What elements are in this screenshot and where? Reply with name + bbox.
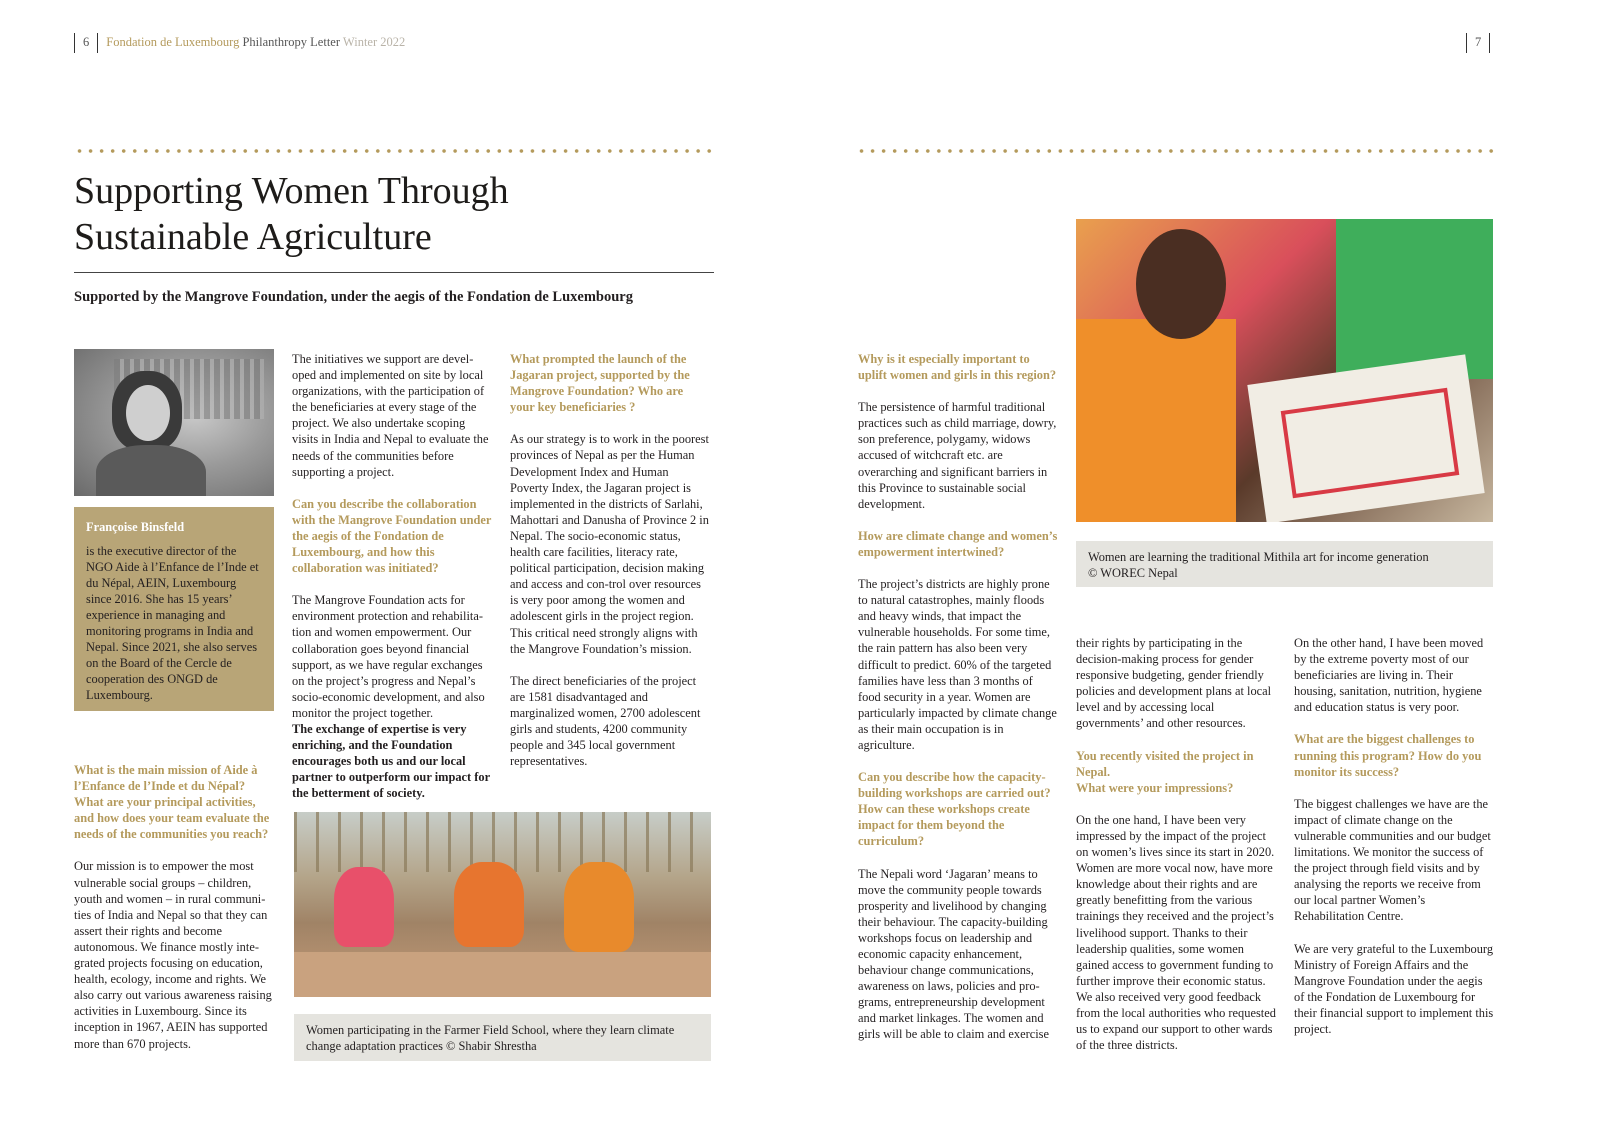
question-visit-line-2: What were your impressions? <box>1076 780 1234 795</box>
header-org: Fondation de Luxembourg <box>106 34 240 49</box>
paragraph-initiatives: The initiatives we support are devel-oped and implemented on site by local organizations, with the participation of the beneficiaries at every stage of the project. We also undertake scoping visits in India and Nepal to evaluate the needs of the communities before supporting a project. <box>292 352 489 479</box>
paragraph-rights: their rights by participating in the decision-making process for gender responsive budgeting, gender friendly policies and development plans at local level and by accessing local governments’ and other resources. <box>1076 636 1272 731</box>
woman-head-shape <box>1136 229 1226 339</box>
face-shape <box>126 385 170 441</box>
art-photo-caption <box>1076 541 1493 587</box>
column-2 <box>292 351 492 817</box>
paragraph-jagaran-word: The Nepali word ‘Jagaran’ means to move the community people towards prosperity and livelihood by changing their behaviour. The capacity-building workshops focus on leadership and economic capacity enhancement, behaviour change communications, awareness on laws, policies and pro-grams, entrepreneurship development and market linkages. The women and girls will be able to claim and exercise <box>858 866 1049 1042</box>
farm-photo <box>294 812 711 997</box>
column-4 <box>858 351 1058 1059</box>
question-uplift: Why is it especially important to uplift women and girls in this region? <box>858 352 1057 383</box>
title-rule <box>74 272 714 273</box>
question-climate: How are climate change and women’s empowerment intertwined? <box>858 528 1058 559</box>
paragraph-catastrophes: The project’s districts are highly prone to natural catastrophes, mainly floods and heavy winds, that impact the vulnerable households. For some time, the rain pattern has also been very difficult to predict. 60% of the targeted families have less than 3 months of food security in a year. Women are particularly impacted by climate change as their main occupation is in agriculture. <box>858 577 1057 752</box>
question-visit-line-1: You recently visited the project in Nepal. <box>1076 748 1254 779</box>
woman-orange-shape <box>1076 319 1236 522</box>
shoulders-shape <box>96 445 206 496</box>
column-5 <box>1076 635 1276 1069</box>
art-photo <box>1076 219 1493 522</box>
paragraph-beneficiaries: The direct beneficiaries of the project are 1581 disadvantaged and marginalized women, 2700 adolescent girls and students, 4200 community people and 345 local government representatives. <box>510 673 701 769</box>
dotted-rule-right <box>856 148 1496 154</box>
header-divider <box>97 33 98 53</box>
column-6 <box>1294 635 1494 1053</box>
header-divider <box>74 33 75 53</box>
paragraph-gratitude: We are very grateful to the Luxembourg Ministry of Foreign Affairs and the Mangrove Foundation under the aegis of the Fondation de Luxembourg for their financial support to implement this project. <box>1294 941 1494 1036</box>
column-3 <box>510 351 710 785</box>
woman-green-shape <box>1336 219 1493 379</box>
question-challenges: What are the biggest challenges to running this program? How do you monitor its success? <box>1294 732 1482 779</box>
header-divider <box>1466 33 1467 53</box>
paragraph-mangrove: The Mangrove Foundation acts for environment protection and rehabilita-tion and women empowerment. Our collaboration goes beyond financial support, as we have regular exchanges on the project’s progress and Nepal’s socio-economic development, and also monitor the project together. <box>292 593 485 720</box>
art-caption-line-1: Women are learning the traditional Mithila art for income generation <box>1088 550 1429 564</box>
paragraph-impressions: On the one hand, I have been very impressed by the impact of the project on women’s lives since its start in 2020. Women are more vocal now, have more knowledge about their rights and are greatly benefitting from the various trainings they received and the project’s livelihood support. Thanks to their leadership qualities, some women gained access to government funding to further improve their economic status. We also received very good feedback from the local authorities who requested us to expand our support to other wards of the three districts. <box>1076 812 1276 1053</box>
paragraph-traditions: The persistence of harmful traditional practices such as child marriage, dowry, son preference, polygamy, widows accused of witchcraft etc. are overarching and significant barriers in this Province to sustainable social development. <box>858 400 1057 511</box>
paragraph-strategy: As our strategy is to work in the poorest provinces of Nepal as per the Human Development Index and Human Poverty Index, the Jagaran project is implemented in the districts of Sarlahi, Mahottari and Danusha of Province 2 in Nepal. The socio-economic status, health care facilities, literacy rate, political participation, decision making and access and con-trol over resources is very poor among the women and adolescent girls in the project region. This critical need strongly aligns with the Mangrove Foundation’s mission. <box>510 432 709 656</box>
column-1 <box>74 762 274 1068</box>
bio-box <box>74 507 274 711</box>
paragraph-expertise: The exchange of expertise is very enriching, and the Foundation encourages both us and our local partner to outperform our impact for the betterment of society. <box>292 721 490 801</box>
header-issue: Winter 2022 <box>342 34 406 49</box>
paragraph-poverty: On the other hand, I have been moved by the extreme poverty most of our beneficiaries are living in. Their housing, sanitation, nutrition, hygiene and education status is very poor. <box>1294 636 1484 715</box>
portrait-photo <box>74 349 274 496</box>
article-subtitle: Supported by the Mangrove Foundation, under the aegis of the Fondation de Luxembourg <box>74 289 633 305</box>
woman-3-shape <box>564 862 634 952</box>
page-header-left <box>74 33 405 53</box>
answer-mission: Our mission is to empower the most vulnerable social groups – children, youth and women – in rural communi-ties of India and Nepal so that they can assert their rights and become autonomous. We finance mostly inte-grated projects focusing on education, health, ecology, income and rights. We also carry out various awareness raising activities in Luxembourg. Since its inception in 1967, AEIN has supported more than 670 projects. <box>74 859 272 1051</box>
page-number-right: 7 <box>1475 34 1482 49</box>
page-header-right <box>1466 33 1498 53</box>
soil-shape <box>294 952 711 997</box>
header-publication: Philanthropy Letter <box>242 34 341 49</box>
title-line-2: Sustainable Agriculture <box>74 216 432 258</box>
question-collaboration: Can you describe the collaboration with the Mangrove Foundation under the aegis of the Fondation de Luxembourg, and how this collaboration was initiated? <box>292 496 492 576</box>
header-divider <box>1489 33 1490 53</box>
farm-photo-caption: Women participating in the Farmer Field School, where they learn climate change adaptation practices © Shabir Shrestha <box>294 1014 711 1061</box>
page-number-left: 6 <box>83 34 90 49</box>
bio-name: Françoise Binsfeld <box>86 520 185 534</box>
bio-text: is the executive director of the NGO Aide à l’Enfance de l’Inde et du Népal, AEIN, Luxembourg since 2016. She has 15 years’ experience in managing and monitoring programs in India and Nepal. Since 2021, she also serves on the Board of the Cercle de cooperation des ONGD de Luxembourg. <box>86 544 259 702</box>
woman-2-shape <box>454 862 524 947</box>
article-title <box>74 168 714 260</box>
question-mission: What is the main mission of Aide à l’Enfance de l’Inde et du Népal? What are your principal activities, and how does your team evaluate the needs of the communities you reach? <box>74 763 270 842</box>
question-visit <box>1076 748 1276 796</box>
title-line-1: Supporting Women Through <box>74 170 509 212</box>
woman-1-shape <box>334 867 394 947</box>
question-jagaran: What prompted the launch of the Jagaran project, supported by the Mangrove Foundation? Who are your key beneficiaries ? <box>510 352 690 415</box>
art-caption-line-2: © WOREC Nepal <box>1088 566 1178 580</box>
paragraph-challenges: The biggest challenges we have are the impact of climate change on the vulnerable communities and our budget limitations. We monitor the success of the project through field visits and by analysing the reports we receive from our local partner Women’s Rehabilitation Centre. <box>1294 796 1491 924</box>
question-workshops: Can you describe how the capacity-building workshops are carried out? How can these workshops create impact for them beyond the curriculum? <box>858 770 1051 849</box>
dotted-rule-left <box>74 148 714 154</box>
